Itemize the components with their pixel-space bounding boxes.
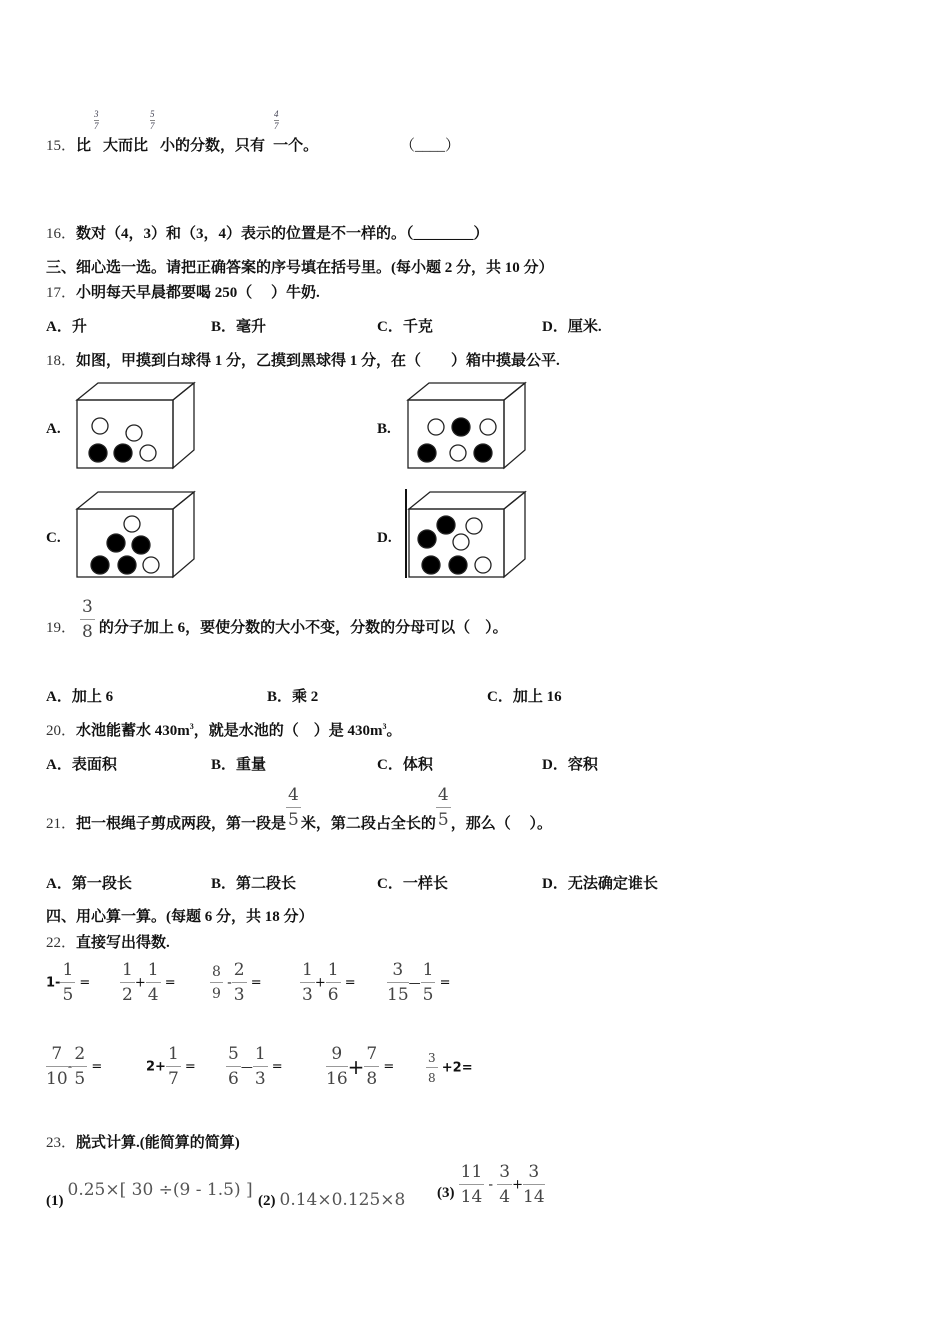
fraction-5-7: 5 7 [150,109,155,131]
option-d[interactable]: D．无法确定谁长 [542,876,658,892]
option-c[interactable]: C．体积 [377,757,433,773]
calc-expression-1: (1) 0.25×[ 30 ÷(9 - 1.5) ] [46,1180,253,1209]
calc-expression-3: (3) $\frac{11}{14}$ - $\frac{3}{4}$ + $\frac{3}{14}$ [437,1162,545,1207]
question-text-3: ，那么（ ）。 [450,816,552,832]
option-b[interactable]: B．重量 [211,757,267,773]
q15-text-1: 比 [76,138,92,154]
calc-item: $\frac{5}{6}$ — $\frac{1}{3}$ = [228,1044,283,1089]
calc-item: $\frac{8}{9}$ - $\frac{2}{3}$ = [212,960,262,1005]
question-text: 如图，甲摸到白球得 1 分，乙摸到黑球得 1 分，在（ ）箱中摸最公平. [76,353,560,369]
section-3-title: 三、细心选一选。请把正确答案的序号填在括号里。(每小题 2 分，共 10 分） [46,260,554,276]
superscript: 3 [189,722,194,731]
question-text-2: 米，第二段占全长的 [300,816,436,832]
answer-blank[interactable]: （____） [400,138,461,154]
question-18 [46,349,560,370]
calc-item: 2+ $\frac{1}{7}$ = [146,1044,196,1089]
question-number: 22． [46,935,77,951]
question-number: 19． [46,620,77,636]
fraction-4-5: $\frac{4}{5}$ [288,785,299,830]
calc-item: $\frac{3}{8}$ +2= [428,1051,473,1085]
q15-text-2: 大而比 [103,138,149,154]
question-text: 把一根绳子剪成两段，第一段是 [76,816,287,832]
ball-box-a[interactable] [74,380,198,472]
question-16 [46,222,489,243]
question-20 [46,719,402,740]
question-text: 直接写出得数. [76,935,170,951]
question-number: 17． [46,285,77,301]
question-number: 23． [46,1135,77,1151]
option-b[interactable]: B．乘 2 [267,689,319,705]
option-a-label[interactable]: A. [46,421,61,437]
option-c-label[interactable]: C. [46,530,61,546]
option-d-label[interactable]: D. [377,530,392,546]
fraction-4-7: 4 7 [274,109,279,131]
question-text: 数对（4，3）和（3，4）表示的位置是不一样的。 [76,226,407,242]
fraction-4-5: $\frac{4}{5}$ [437,785,449,830]
option-a[interactable]: A．加上 6 [46,689,114,705]
q15-text-3: 小的分数，只有 [160,138,266,154]
question-number: 21． [46,816,77,832]
question-number: 18． [46,353,77,369]
question-19 [46,599,508,641]
option-c[interactable]: C．加上 16 [487,689,562,705]
question-text-2: ，就是水池的（ ）是 430m [193,723,383,739]
calc-item: $\frac{3}{15}$ — $\frac{1}{5}$ = [387,960,451,1005]
question-15 [46,134,318,155]
superscript: 3 [382,722,387,731]
ball-box-d[interactable] [403,488,529,581]
question-22 [46,931,170,952]
ball-box-b[interactable] [405,380,529,472]
question-number: 15． [46,138,77,154]
question-23 [46,1131,240,1152]
option-a[interactable]: A．升 [46,319,87,335]
question-number: 16． [46,226,77,242]
option-c[interactable]: C．一样长 [377,876,448,892]
section-4-title: 四、用心算一算。(每题 6 分，共 18 分） [46,909,314,925]
calc-item: $\frac{1}{3}$ + $\frac{1}{6}$ = [302,960,356,1005]
question-number: 20． [46,723,77,739]
fraction-3-8: $\frac{3}{8}$ [82,597,93,642]
option-a[interactable]: A．第一段长 [46,876,132,892]
option-d[interactable]: D．厘米. [542,319,602,335]
calc-item: $\frac{7}{10}$ - $\frac{2}{5}$ = [46,1044,103,1089]
calc-expression-2: (2) 0.14×0.125×8 [258,1190,406,1210]
calc-item: $\frac{1}{2}$ + $\frac{1}{4}$ = [122,960,176,1005]
question-text: 的分子加上 6，要使分数的大小不变，分数的分母可以（ ）。 [98,620,508,636]
question-text-3: 。 [386,723,402,739]
q15-text-4: 一个。 [273,138,319,154]
ball-box-c[interactable] [74,489,198,581]
option-a[interactable]: A．表面积 [46,757,117,773]
question-text: 小明每天早晨都要喝 250（ ）牛奶. [76,285,320,301]
option-b[interactable]: B．第二段长 [211,876,297,892]
question-text: 水池能蓄水 430m [76,723,190,739]
option-d[interactable]: D．容积 [542,757,598,773]
calc-item: 1- $\frac{1}{5}$ = [46,960,91,1005]
answer-blank[interactable]: （________） [406,226,489,242]
question-text: 脱式计算.(能简算的简算) [76,1135,240,1151]
option-c[interactable]: C．千克 [377,319,433,335]
fraction-3-7: 3 7 [94,109,99,131]
question-21 [46,785,552,832]
question-17 [46,281,320,302]
option-b-label[interactable]: B. [377,421,391,437]
calc-item: $\frac{9}{16}$ + $\frac{7}{8}$ = [326,1044,395,1089]
option-b[interactable]: B．毫升 [211,319,267,335]
